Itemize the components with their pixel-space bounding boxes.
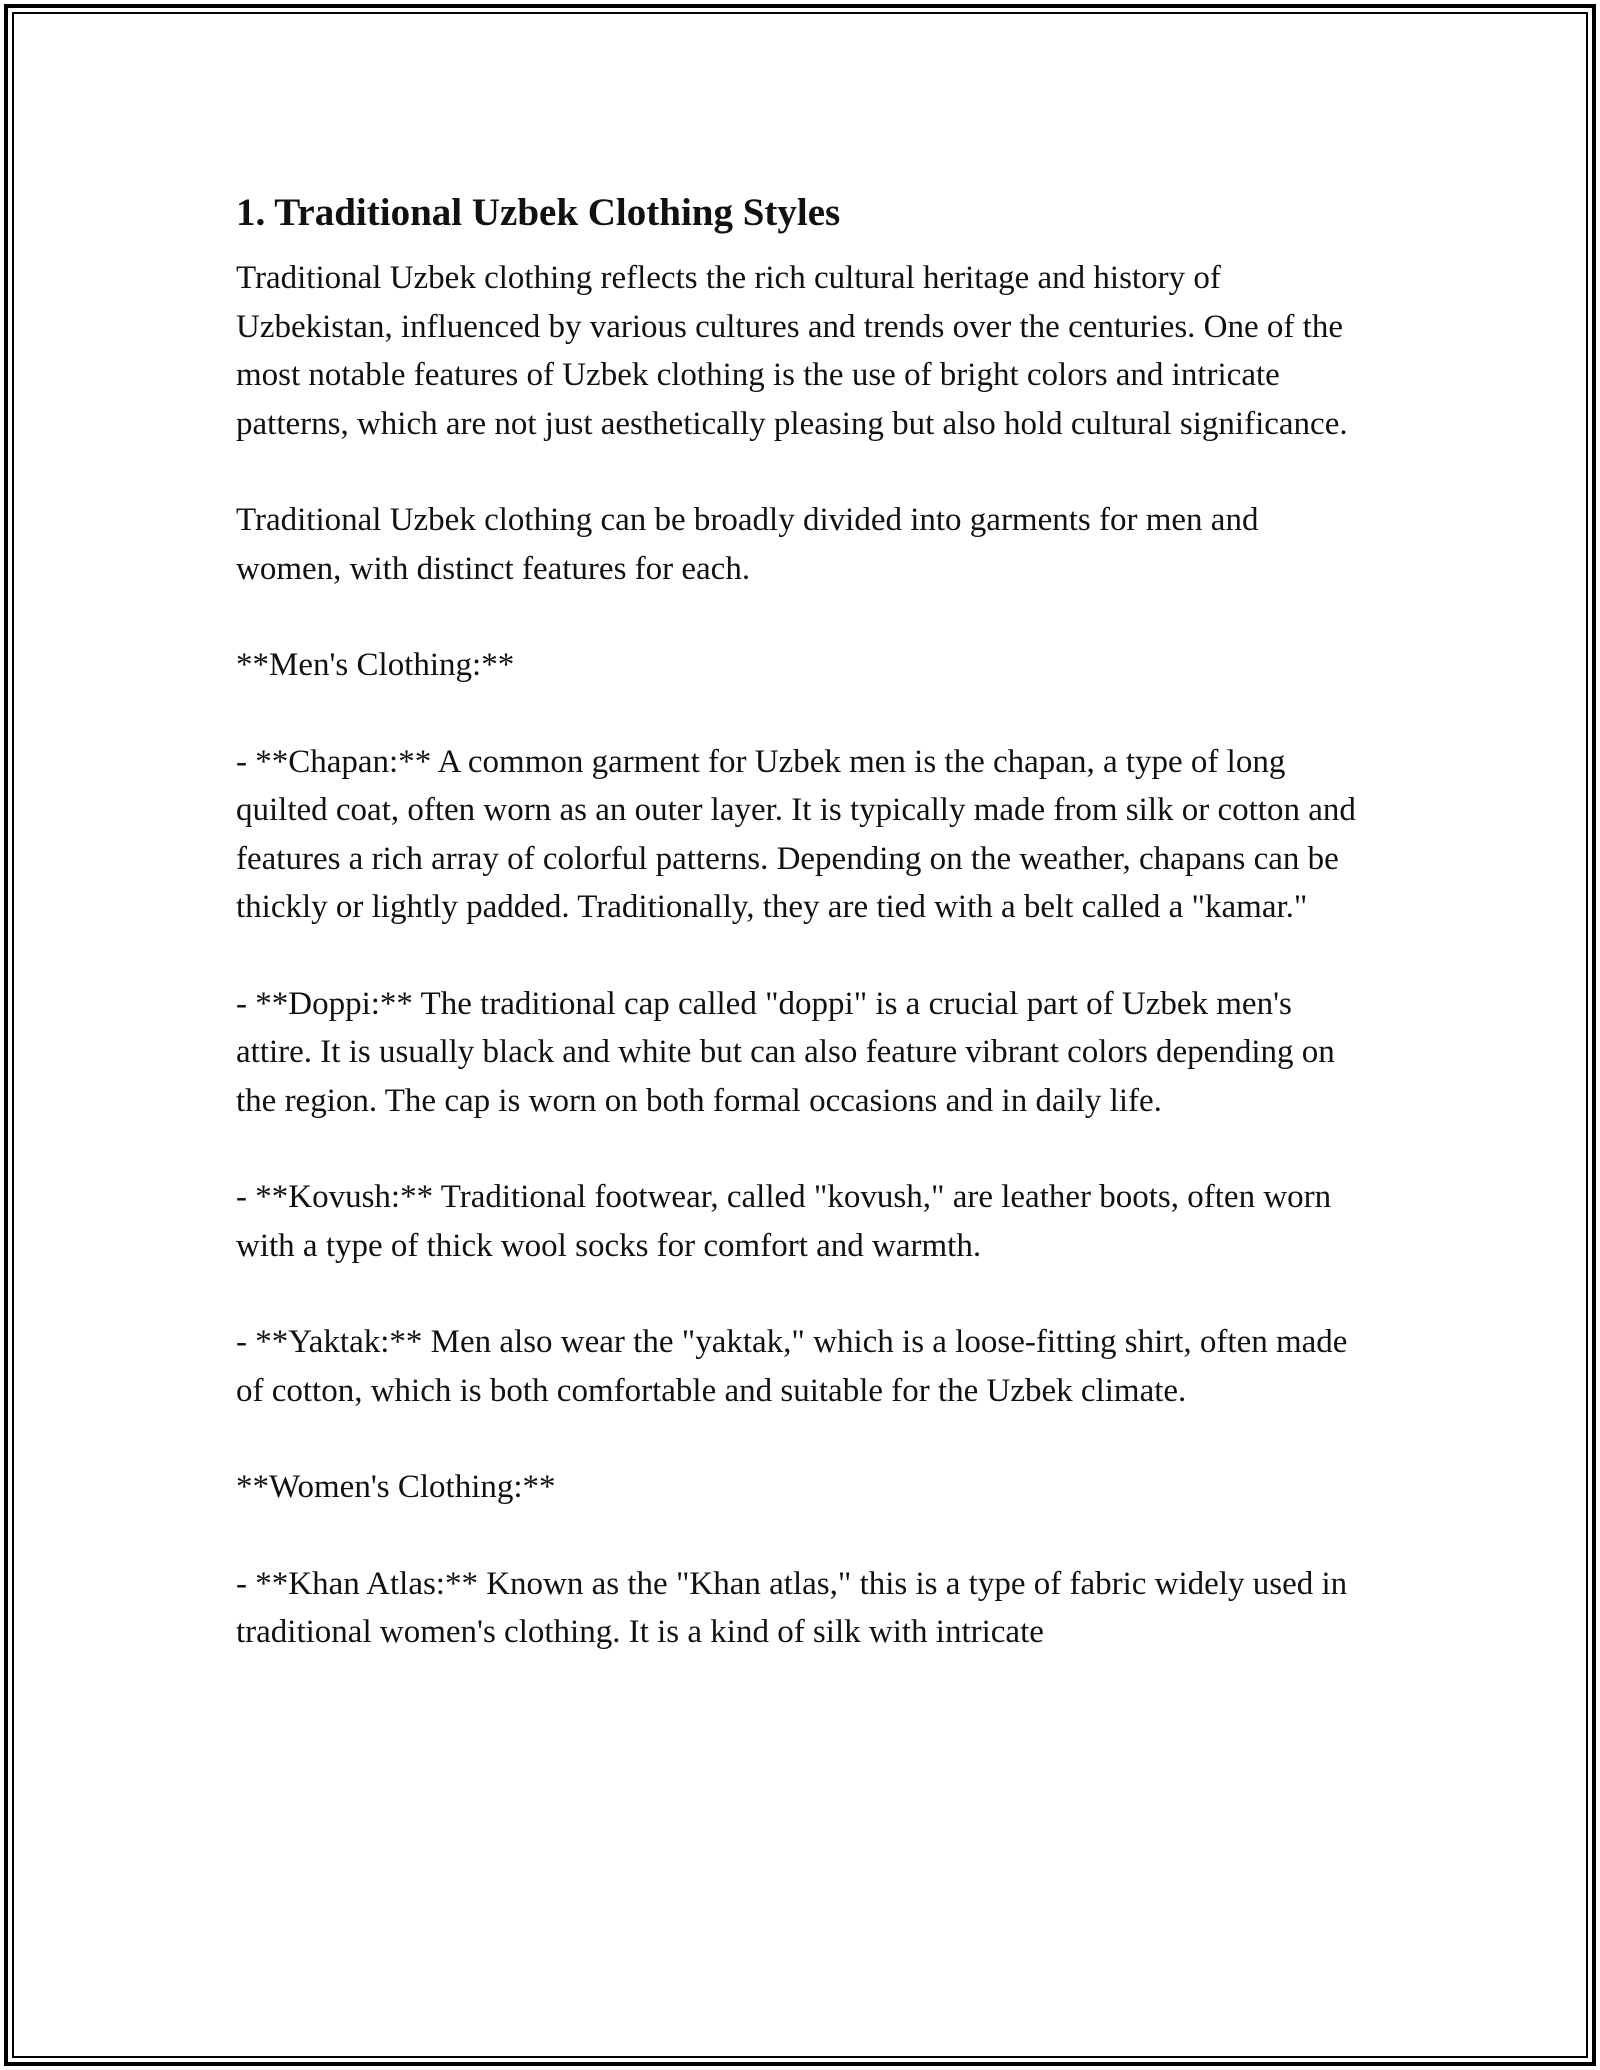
list-item-khan-atlas: - **Khan Atlas:** Known as the "Khan atlas," this is a type of fabric widely used in traditional women's clothing. It is a kind of silk with intricate	[236, 1565, 1348, 1650]
list-item-doppi: - **Doppi:** The traditional cap called "doppi" is a crucial part of Uzbek men's attire. It is usually black and white but can also feature vibrant colors depending on the region. The cap is worn on both formal occasions and in daily life.	[236, 985, 1335, 1119]
list-item-kovush: - **Kovush:** Traditional footwear, called "kovush," are leather boots, often worn with a type of thick wool socks for comfort and warmth.	[236, 1179, 1332, 1264]
heading-womens-clothing: **Women's Clothing:**	[236, 1469, 556, 1505]
list-item-yaktak: - **Yaktak:** Men also wear the "yaktak," which is a loose-fitting shirt, often made of cotton, which is both comfortable and suitable for the Uzbek climate.	[236, 1324, 1348, 1409]
paragraph-intro: Traditional Uzbek clothing reflects the rich cultural heritage and history of Uzbekistan, influenced by various cultures and trends over the centuries. One of the most notable features of Uzbek clothing is the use of bright colors and intricate patterns, which are not just aesthetically pleasing but also hold cultural significance.	[236, 260, 1348, 442]
document-title: 1. Traditional Uzbek Clothing Styles	[236, 191, 841, 234]
paragraph-garment-division: Traditional Uzbek clothing can be broadly divided into garments for men and women, with distinct features for each.	[236, 502, 1259, 587]
heading-mens-clothing: **Men's Clothing:**	[236, 647, 515, 683]
document-page	[236, 186, 1366, 1705]
list-item-chapan: - **Chapan:** A common garment for Uzbek men is the chapan, a type of long quilted coat, often worn as an outer layer. It is typically made from silk or cotton and features a rich array of colorful patterns. Depending on the weather, chapans can be thickly or lightly padded. Traditionally, they are tied with a belt called a "kamar."	[236, 743, 1356, 925]
